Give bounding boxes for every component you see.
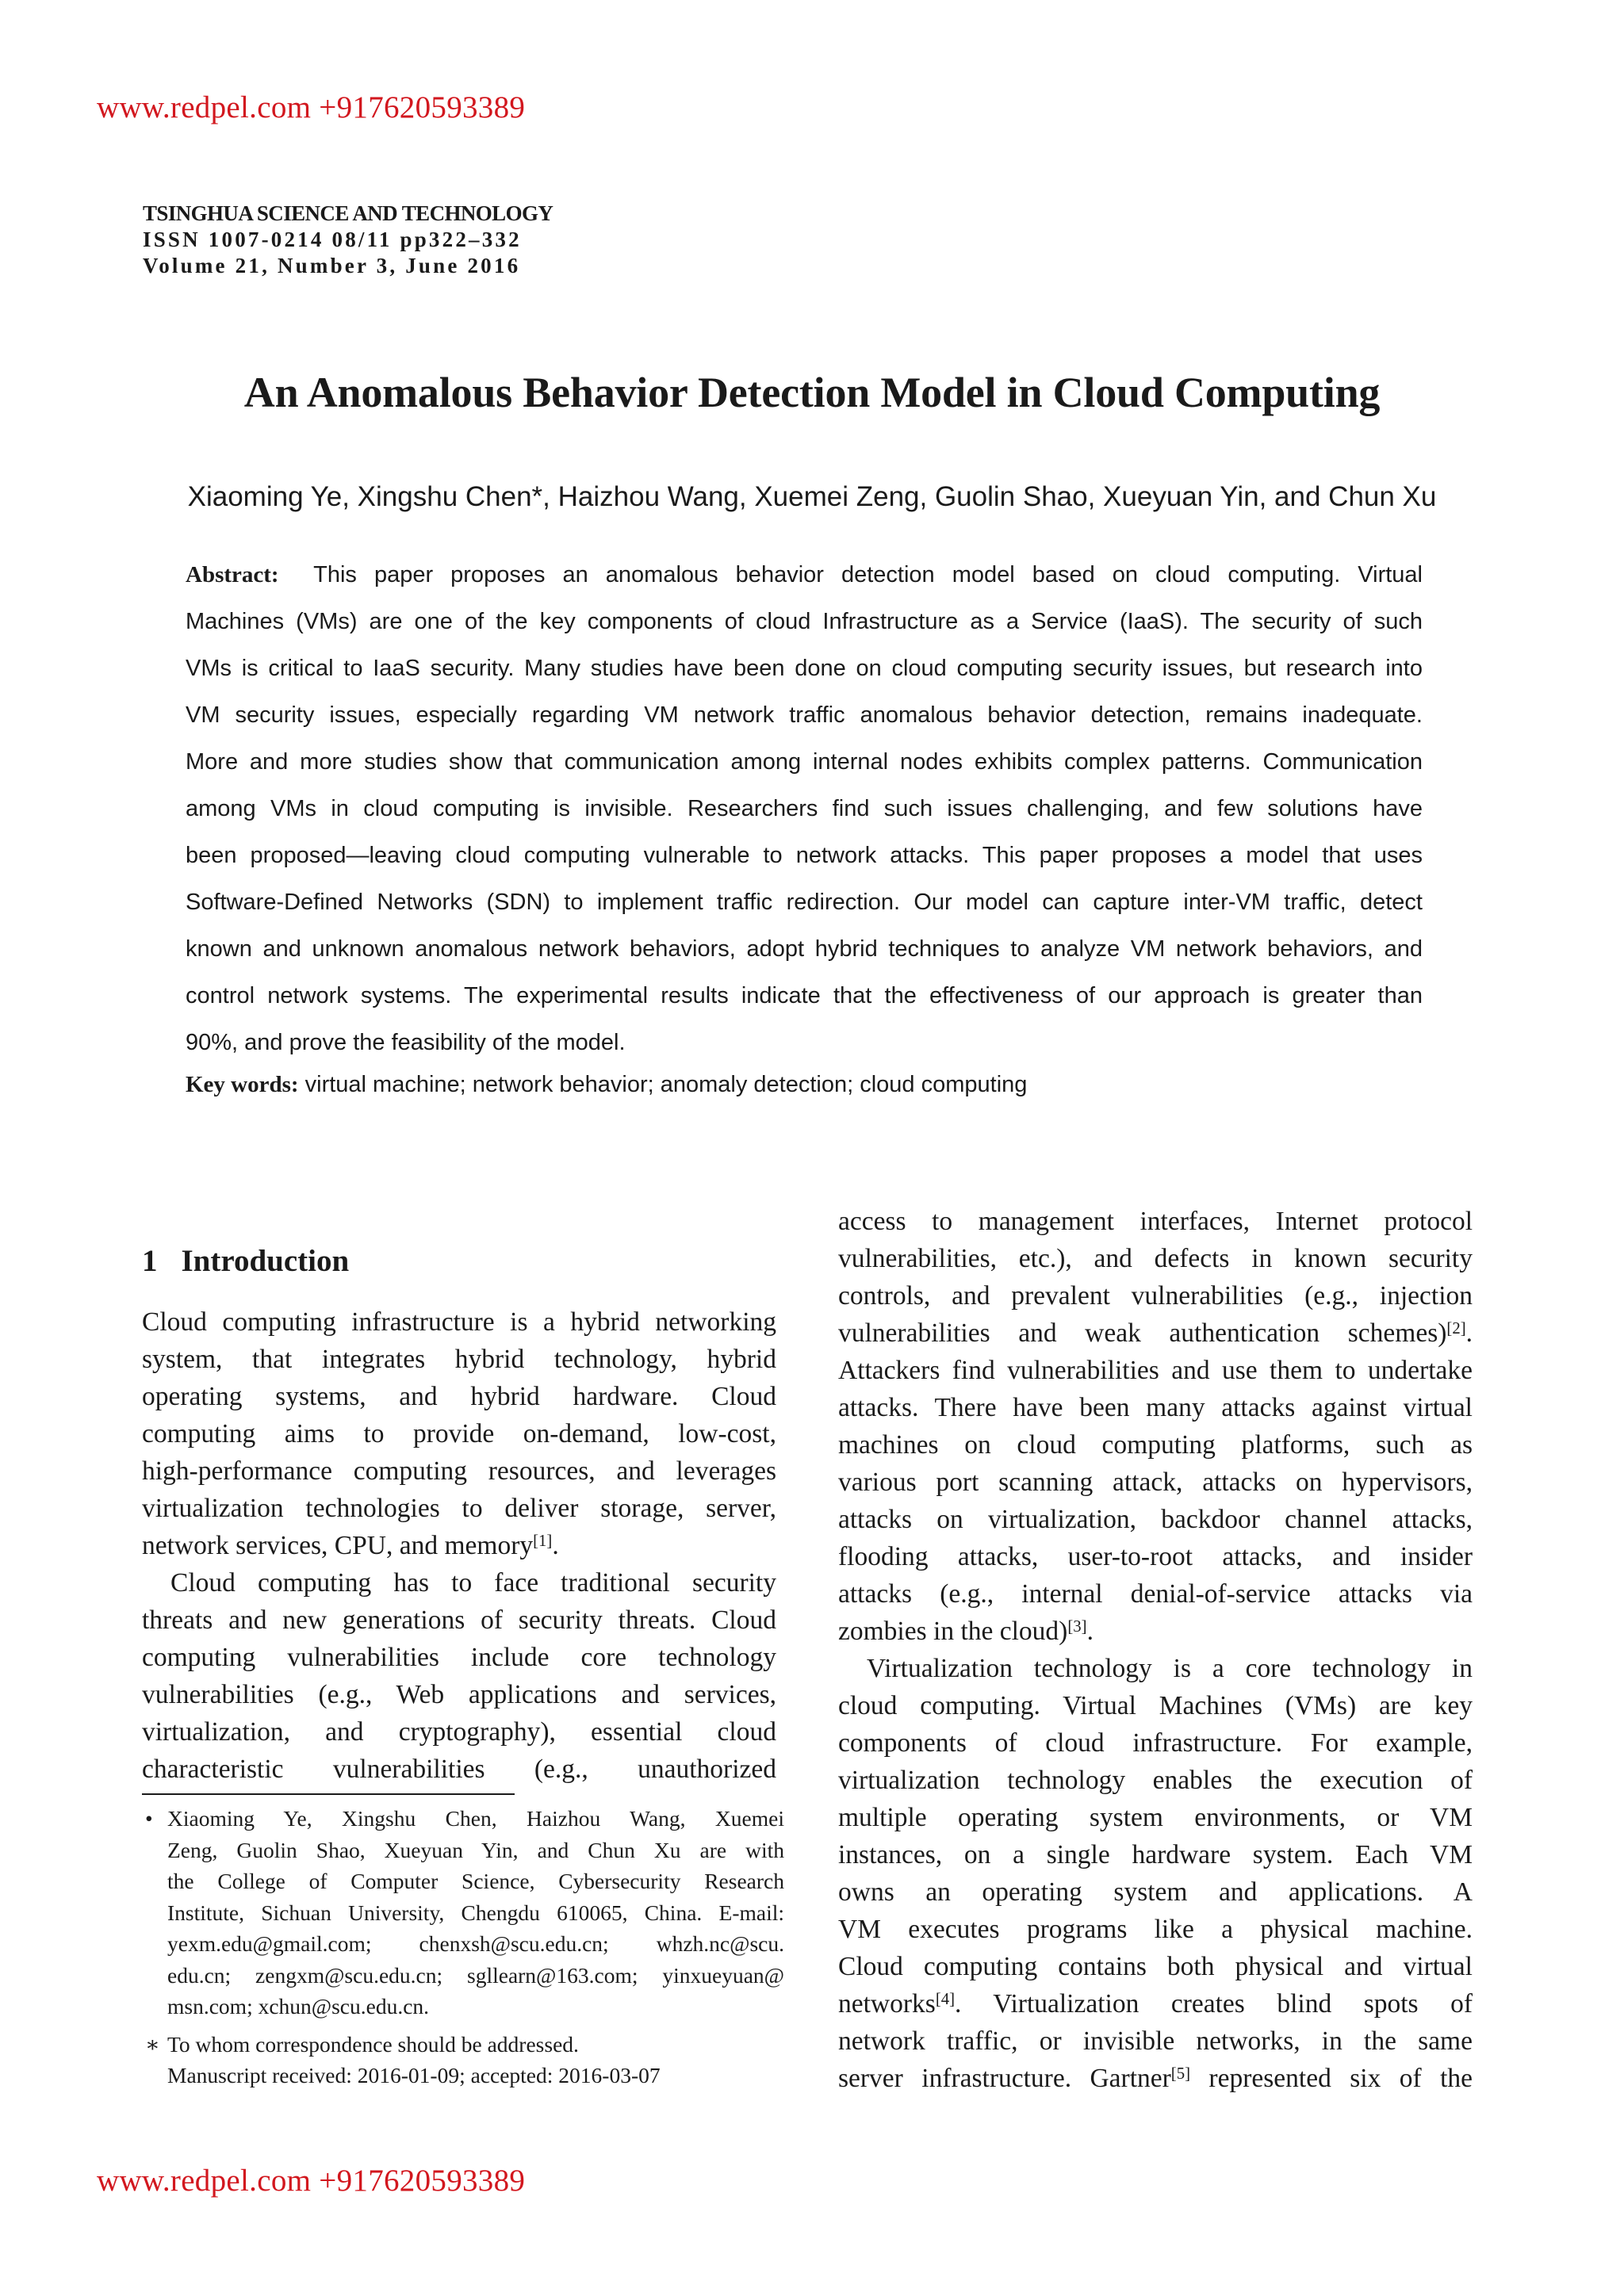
- body-text: .: [1465, 1318, 1473, 1348]
- citation-ref: [4]: [935, 1989, 956, 2008]
- footnote-line: the College of Computer Science, Cybersecurity Research: [167, 1869, 784, 1893]
- body-line: controls, and prevalent vulnerabilities (e.g., injection: [838, 1281, 1473, 1311]
- body-line: attacks. There have been many attacks against virtual: [838, 1393, 1473, 1422]
- body-text: represented six of the: [1190, 2064, 1473, 2093]
- body-line: Cloud computing infrastructure is a hybrid networking: [142, 1307, 776, 1337]
- author-list: Xiaoming Ye, Xingshu Chen*, Haizhou Wang, Xuemei Zeng, Guolin Shao, Xueyuan Yin, and Chun Xu: [187, 481, 1437, 512]
- abstract-text: This paper proposes an anomalous behavior detection model based on cloud computing. Virtual: [313, 562, 1423, 587]
- abstract-line: VMs is critical to IaaS security. Many studies have been done on cloud computing security issues, but research into: [186, 656, 1423, 681]
- body-line: attacks (e.g., internal denial-of-service attacks via: [838, 1579, 1473, 1609]
- body-line: [838, 1314, 1473, 1352]
- body-text: network services, CPU, and memory: [142, 1531, 534, 1560]
- journal-header: [143, 201, 553, 279]
- body-line: threats and new generations of security threats. Cloud: [142, 1605, 776, 1635]
- abstract-line: control network systems. The experimental results indicate that the effectiveness of our approach is greater than: [186, 983, 1423, 1008]
- body-text: . Virtualization creates blind spots of: [955, 1989, 1473, 2019]
- keywords: [186, 1072, 1027, 1098]
- keywords-label: Key words:: [186, 1072, 299, 1097]
- keywords-text: virtual machine; network behavior; anomaly detection; cloud computing: [304, 1072, 1028, 1097]
- body-line: Attackers find vulnerabilities and use them to undertake: [838, 1356, 1473, 1385]
- body-line: system, that integrates hybrid technology, hybrid: [142, 1345, 776, 1374]
- body-line: network traffic, or invisible networks, in the same: [838, 2026, 1473, 2056]
- body-line: vulnerabilities (e.g., Web applications and services,: [142, 1680, 776, 1709]
- body-line: virtualization technology enables the execution of: [838, 1766, 1473, 1795]
- footnote-line: edu.cn; zengxm@scu.edu.cn; sgllearn@163.com; yinxueyuan@: [167, 1962, 784, 1988]
- section-heading: [142, 1243, 349, 1279]
- footnote-line: Xiaoming Ye, Xingshu Chen, Haizhou Wang, Xuemei: [167, 1806, 784, 1831]
- body-line: virtualization, and cryptography), essential cloud: [142, 1717, 776, 1747]
- footnotes: [142, 1803, 784, 2091]
- body-line: Virtualization technology is a core technology in: [867, 1654, 1473, 1683]
- body-line: Cloud computing has to face traditional security: [170, 1568, 776, 1598]
- asterisk-icon: ∗: [145, 2031, 160, 2057]
- body-line: flooding attacks, user-to-root attacks, and insider: [838, 1542, 1473, 1571]
- abstract-line: Machines (VMs) are one of the key components of cloud Infrastructure as a Service (IaaS). The security of such: [186, 609, 1423, 634]
- body-text: server infrastructure. Gartner: [838, 2064, 1171, 2093]
- body-line: virtualization technologies to deliver storage, server,: [142, 1494, 776, 1523]
- body-line: attacks on virtualization, backdoor channel attacks,: [838, 1505, 1473, 1534]
- footnote-line: msn.com; xchun@scu.edu.cn.: [167, 1994, 430, 2019]
- abstract-line: among VMs in cloud computing is invisible. Researchers find such issues challenging, and few solutions have: [186, 796, 1423, 821]
- citation-ref: [3]: [1067, 1617, 1087, 1636]
- citation-ref: [5]: [1170, 2064, 1191, 2083]
- journal-name: TSINGHUA SCIENCE AND TECHNOLOGY: [143, 201, 553, 225]
- abstract: [186, 552, 1423, 1066]
- watermark-top: www.redpel.com +917620593389: [97, 90, 526, 124]
- abstract-line: [186, 552, 1423, 599]
- section-title: Introduction: [181, 1244, 350, 1278]
- body-line: components of cloud infrastructure. For example,: [838, 1728, 1473, 1758]
- citation-ref: [1]: [533, 1531, 553, 1550]
- footnote-line: Institute, Sichuan University, Chengdu 610065, China. E-mail:: [167, 1900, 784, 1925]
- abstract-line: known and unknown anomalous network behaviors, adopt hybrid techniques to analyze VM network behaviors, and: [186, 936, 1423, 962]
- affiliation-footnote: [142, 1803, 784, 2022]
- correspondence-footnote: [142, 2029, 784, 2091]
- footnote-line: To whom correspondence should be addressed.: [167, 2031, 579, 2057]
- body-line: VM executes programs like a physical machine.: [838, 1915, 1473, 1944]
- abstract-line: 90%, and prove the feasibility of the model.: [186, 1030, 626, 1055]
- body-text: zombies in the cloud): [838, 1617, 1068, 1646]
- body-line: [838, 2060, 1473, 2097]
- body-line: various port scanning attack, attacks on hypervisors,: [838, 1468, 1473, 1497]
- journal-volume: Volume 21, Number 3, June 2016: [143, 254, 521, 277]
- footnote-rule: [142, 1793, 515, 1795]
- body-line: characteristic vulnerabilities (e.g., unauthorized: [142, 1755, 776, 1784]
- footnote-line: yexm.edu@gmail.com; chenxsh@scu.edu.cn; whzh.nc@scu.: [167, 1931, 784, 1956]
- body-line: [142, 1527, 776, 1564]
- paper-title: An Anomalous Behavior Detection Model in Cloud Computing: [243, 369, 1381, 416]
- footnote-line: Zeng, Guolin Shao, Xueyuan Yin, and Chun Xu are with: [167, 1837, 784, 1862]
- body-text: .: [1086, 1617, 1094, 1646]
- abstract-line: been proposed—leaving cloud computing vulnerable to network attacks. This paper proposes a model that uses: [186, 843, 1423, 868]
- body-text: .: [552, 1531, 559, 1560]
- journal-issn: ISSN 1007-0214 08/11 pp322–332: [143, 228, 522, 251]
- section-number: 1: [142, 1244, 158, 1278]
- body-text: vulnerabilities and weak authentication schemes): [838, 1318, 1447, 1348]
- body-line: computing aims to provide on-demand, low-cost,: [142, 1419, 776, 1448]
- body-text: networks: [838, 1989, 936, 2019]
- body-line: instances, on a single hardware system. Each VM: [838, 1840, 1473, 1869]
- body-line: computing vulnerabilities include core technology: [142, 1643, 776, 1672]
- abstract-line: Software-Defined Networks (SDN) to implement traffic redirection. Our model can capture inter-VM traffic, detect: [186, 890, 1423, 915]
- body-line: operating systems, and hybrid hardware. Cloud: [142, 1382, 776, 1411]
- abstract-line: VM security issues, especially regarding VM network traffic anomalous behavior detection, remains inadequate.: [186, 702, 1423, 728]
- manuscript-dates: Manuscript received: 2016-01-09; accepted: 2016-03-07: [167, 2063, 661, 2087]
- body-line: multiple operating system environments, or VM: [838, 1803, 1473, 1832]
- citation-ref: [2]: [1446, 1318, 1466, 1337]
- body-line: high-performance computing resources, and leverages: [142, 1456, 776, 1486]
- bullet-icon: •: [145, 1806, 153, 1831]
- abstract-line: More and more studies show that communication among internal nodes exhibits complex patterns. Communication: [186, 749, 1423, 775]
- body-line: machines on cloud computing platforms, such as: [838, 1430, 1473, 1460]
- body-line: Cloud computing contains both physical and virtual: [838, 1952, 1473, 1981]
- left-column: [142, 1303, 776, 1788]
- body-line: vulnerabilities, etc.), and defects in known security: [838, 1244, 1473, 1273]
- body-line: [838, 1613, 1473, 1650]
- watermark-bottom: www.redpel.com +917620593389: [97, 2164, 526, 2198]
- body-line: owns an operating system and applications. A: [838, 1877, 1473, 1907]
- abstract-label: Abstract:: [186, 562, 279, 587]
- body-line: access to management interfaces, Internet protocol: [838, 1207, 1473, 1236]
- body-line: cloud computing. Virtual Machines (VMs) are key: [838, 1691, 1473, 1720]
- body-line: [838, 1985, 1473, 2022]
- right-column: [838, 1203, 1473, 2097]
